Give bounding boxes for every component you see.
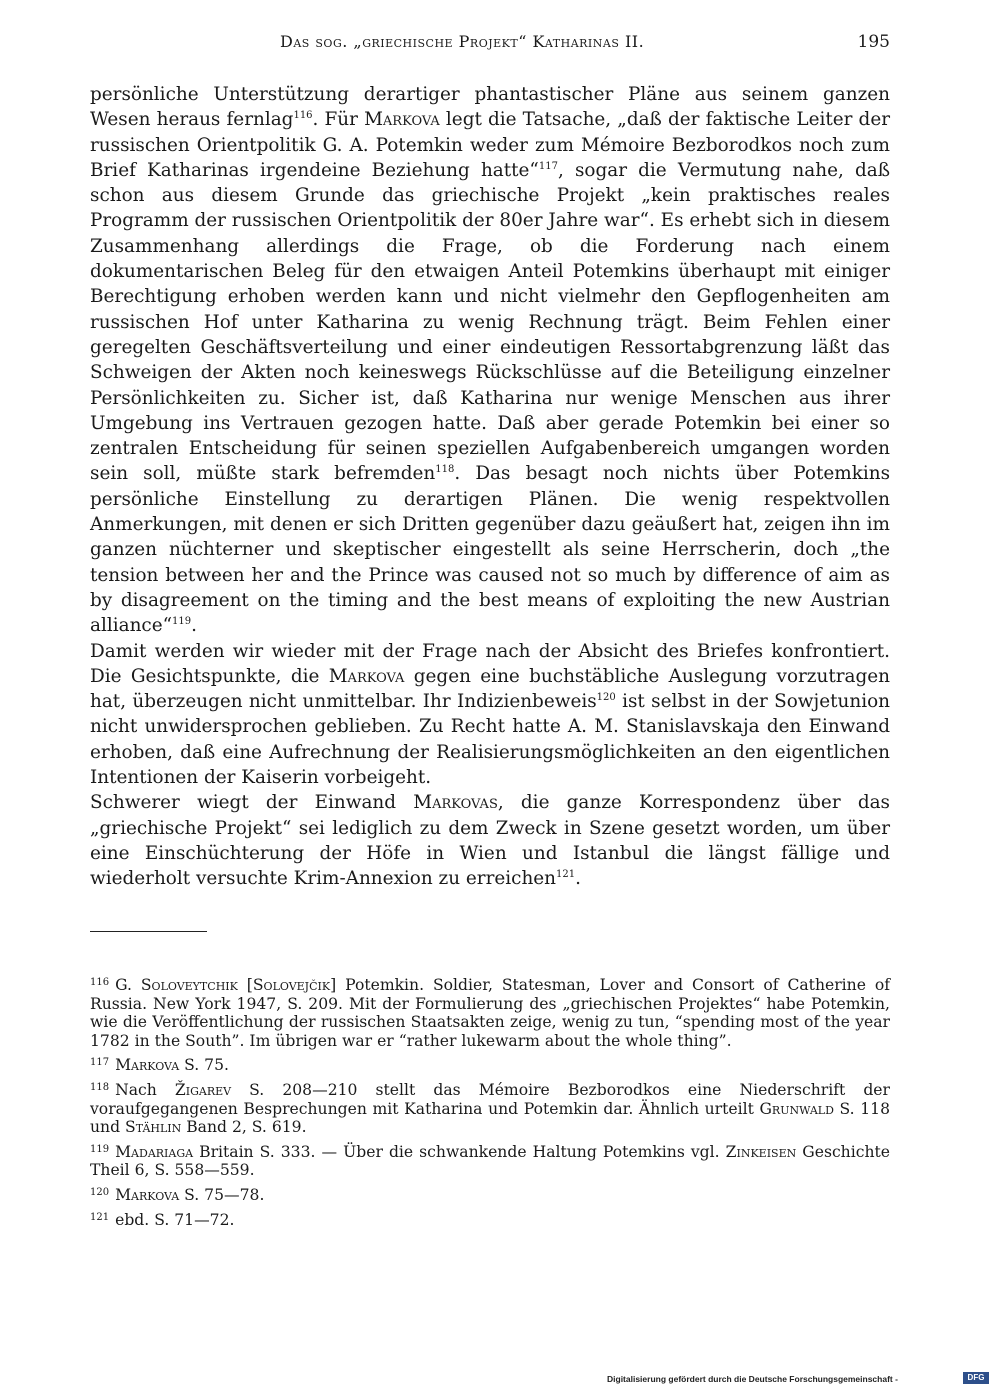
footnote-121 — [90, 1209, 890, 1230]
text-run: Nach — [115, 1080, 175, 1099]
footnote-number: 120 — [90, 1186, 110, 1198]
paragraph-3 — [90, 790, 890, 891]
text-run: ebd. S. 71—72. — [115, 1210, 235, 1229]
author-name: G. Soloveytchik — [115, 976, 238, 994]
digitization-note: Digitalisierung gefördert durch die Deutsche Forschungsgemeinschaft - — [607, 1374, 898, 1384]
author-name: Grunwald — [759, 1099, 834, 1118]
footnote-number: 117 — [90, 1057, 110, 1069]
footnote-ref-120: 120 — [596, 692, 616, 704]
author-name: Markovas — [413, 792, 498, 814]
page-number: 195 — [857, 32, 890, 52]
footnote-ref-118: 118 — [435, 464, 455, 476]
footnote-ref-116: 116 — [293, 110, 313, 122]
footnote-118 — [90, 1079, 890, 1137]
footnote-117 — [90, 1054, 890, 1075]
text-run: , die ganze Korrespondenz über das „griechische Projekt“ sei lediglich zu dem Zweck in Szene gesetzt worden, um über eine Einschüchterung der Höfe in Wien und Istanbul die längst fällige und wiederholt versuchte Krim-Annexion zu erreichen — [90, 792, 890, 890]
text-run: S. 75. — [179, 1056, 229, 1075]
footnote-116 — [90, 974, 890, 1050]
author-name: Madariaga — [115, 1142, 194, 1161]
paragraph-1 — [90, 82, 890, 639]
text-run: S. 118 und — [90, 1099, 890, 1137]
author-name: Markova — [115, 1185, 180, 1204]
dfg-logo: DFG — [963, 1372, 989, 1384]
text-run: . — [575, 868, 581, 890]
text-run: Schwerer wiegt der Einwand — [90, 792, 414, 814]
text-run: Britain S. 333. — Über die schwankende Haltung Potemkins vgl. — [193, 1142, 726, 1161]
footnote-ref-121: 121 — [556, 869, 576, 881]
author-name: Markova — [364, 109, 440, 131]
running-title: Das sog. „griechische Projekt“ Katharinas II. — [280, 32, 645, 51]
text-run: [ — [237, 976, 253, 994]
text-run: . — [191, 615, 197, 637]
text-run: ] Potemkin. Soldier, Statesman, Lover and Consort of Catherine of Russia. New York 1947, S. 209. Mit der Formulierung des „griechischen Projektes“ habe Potemkin, wie die Veröffentlichung der russischen Staatsakten zeige, wenig zu tun, “spending most of the year 1782 in the South”. Im übrigen war er “rather lukewarm about the whole thing”. — [90, 976, 891, 1050]
footnote-ref-119: 119 — [172, 616, 192, 628]
footnote-number: 121 — [90, 1211, 110, 1223]
footnote-119 — [90, 1141, 890, 1180]
text-run: ist selbst in der Sowjetunion nicht unwidersprochen geblieben. Zu Recht hatte A. M. Stanislavskaja den Einwand erhoben, daß eine Aufrechnung der Realisierungsmöglichkeiten an den eigentlichen Intentionen der Kaiserin vorbeigeht. — [90, 691, 891, 789]
footnotes — [90, 974, 890, 1233]
footnote-120 — [90, 1184, 890, 1205]
author-name: Solovejčik — [252, 976, 331, 994]
author-name: Zinkeisen — [725, 1142, 797, 1161]
author-name: Markova — [115, 1056, 180, 1075]
paragraph-2 — [90, 639, 890, 791]
author-name: Stählin — [125, 1118, 182, 1137]
running-header — [90, 32, 890, 58]
footnote-number: 116 — [90, 977, 110, 988]
text-run: legt die Tatsache, „daß der faktische Leiter der russischen Orientpolitik G. A. Potemkin weder zum Mémoire Bezborodkos noch zum Brief Katharinas irgendeine Beziehung hatte“ — [90, 109, 890, 181]
text-run: Band 2, S. 619. — [181, 1118, 307, 1137]
text-run: Damit werden wir wieder mit der Frage nach der Absicht des Briefes konfrontiert. Die Gesichtspunkte, die — [90, 640, 890, 687]
main-text — [90, 82, 890, 892]
footnote-number: 118 — [90, 1081, 110, 1093]
text-run: S. 75—78. — [179, 1185, 265, 1204]
text-run: S. 208—210 stellt das Mémoire Bezborodkos eine Niederschrift der voraufgegangenen Besprechungen mit Katharina und Potemkin dar. Ähnlich urteilt — [90, 1080, 890, 1118]
text-run: , sogar die Vermutung nahe, daß schon aus diesem Grunde das griechische Projekt „kein praktisches reales Programm der russischen Orientpolitik der 80er Jahre war“. Es erhebt sich in diesem Zusammenhang allerdings die Frage, ob die Forderung nach einem dokumentarischen Beleg für den etwaigen Anteil Potemkins überhaupt mit einiger Berechtigung erhoben werden kann und nicht vielmehr den Gepflogenheiten am russischen Hof unter Katharina zu wenig Rechnung trägt. Beim Fehlen einer geregelten Geschäftsverteilung und einer eindeutigen Ressortabgrenzung läßt das Schweigen der Akten noch keineswegs Rückschlüsse auf die Beteiligung einzelner Persönlichkeiten zu. Sicher ist, daß Katharina nur wenige Menschen aus ihrer Umgebung ins Vertrauen gezogen hatte. Daß aber gerade Potemkin bei einer so zentralen Entscheidung für seinen speziellen Aufgabenbereich umgangen worden sein soll, müßte stark befremden — [90, 159, 890, 485]
author-name: Markova — [328, 665, 405, 687]
text-run: Geschichte Theil 6, S. 558—559. — [90, 1142, 890, 1180]
text-run: . Das besagt noch nichts über Potemkins persönliche Einstellung zu derartigen Plänen. Die wenig respektvollen Anmerkungen, mit denen er sich Dritten gegenüber dazu geäußert hat, zeigen ihn im ganzen nüchterner und skeptischer eingestellt als seine Herrscherin, doch „the tension between her and the Prince was caused not so much by difference of aim as by disagreement on the timing and the best means of exploiting the new Austrian alliance“ — [90, 463, 891, 637]
footnote-number: 119 — [90, 1143, 110, 1155]
footnote-separator — [90, 931, 207, 932]
text-run: . Für — [312, 109, 365, 131]
text-run: gegen eine buchstäbliche Auslegung vorzutragen hat, überzeugen nicht unmittelbar. Ihr Indizienbeweis — [90, 665, 890, 713]
text-run: persönliche Unterstützung derartiger phantastischer Pläne aus seinem ganzen Wesen heraus fernlag — [90, 84, 890, 131]
author-name: Žigarev — [174, 1080, 232, 1099]
footnote-ref-117: 117 — [538, 160, 558, 172]
